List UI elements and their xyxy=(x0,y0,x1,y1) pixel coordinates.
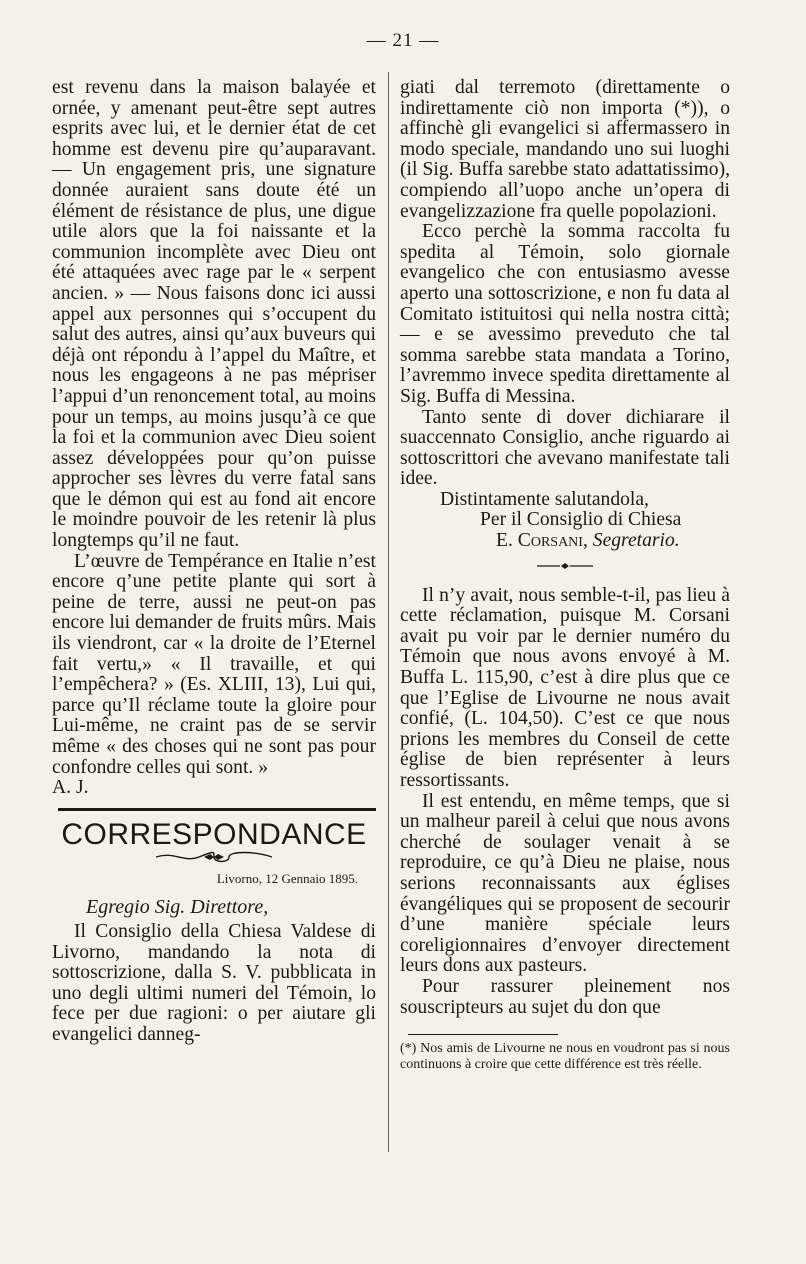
left-column xyxy=(52,78,376,1046)
column-divider xyxy=(388,72,389,1152)
author-initials: A. J. xyxy=(52,777,89,799)
body-paragraph: est revenu dans la maison balayée et ornée, y amenant peut-être sept autres esprits avec lui, et le dernier état de cet homme est devenu pire qu’auparavant. — Un engagement pris, une signature donnée auraient sans doute été un élément de résistance de plus, une digue utile alors que la foi naissante et la communion incomplète avec Dieu ont été attaquées avec rage par le « serpent ancien. » — Nous faisons donc ici aussi appel aux personnes qui s’occupent du salut des autres, ainsi qu’aux buveurs qui déjà ont répondu à l’appel du Maître, et nous les engageons à ne pas mépriser l’appui d’un renoncement total, au moins pour un temps, au moins jusqu’à ce que la foi et la communion avec Dieu soient assez développées pour qu’on puisse approcher ses lèvres du verre fatal sans que le démon qui est au fond ait encore le moindre pouvoir de les retenir là plus longtemps qu’il ne faut. xyxy=(52,77,376,552)
letter-signatory-body: Per il Consiglio di Chiesa xyxy=(480,509,682,531)
letter-signatory xyxy=(400,531,730,552)
letter-paragraph: Ecco perchè la somma raccolta fu spedita al Témoin, solo giornale evangelico che con entusiasmo avesse aperto una sottoscrizione, e non fu data al Comitato istituitosi qui nella nostra città; — e se avessimo preveduto che tal somma sarebbe stata mandata a Torino, l’avremmo invece spedita direttamente al Sig. Buffa di Messina. xyxy=(400,221,730,407)
footnote-rule xyxy=(408,1034,558,1035)
separator-mark xyxy=(535,562,595,570)
section-rule xyxy=(58,808,376,811)
signatory-role: Segretario. xyxy=(592,530,680,552)
reply-paragraph: Il est entendu, en même temps, que si un malheur pareil à celui que nous avons cherché de soulager venait à se reproduire, ce qu’à Dieu ne plaise, nous serions reconnaissants aux églises évangéliques qui se proposent de secourir d’une manière spéciale leurs coreligionnaires d’envoyer directement leurs dons aux pasteurs. xyxy=(400,790,730,977)
letter-dateline: Livorno, 12 Gennaio 1895. xyxy=(216,871,358,887)
right-column xyxy=(400,78,730,1073)
body-paragraph: L’œuvre de Tempérance en Italie n’est encore q’une petite plante qui sort à peine de terre, aussi ne peut-on pas encore lui demander de fruits mûrs. Mais ils viendront, car « la droite de l’Eternel fait vertu,» « Il travaille, et qui l’empêchera? » (Es. XLIII, 13), Lui qui, parce qu’Il réclame toute la gloire pour Lui-même, ne craint pas de se servir même « des choses qui ne sont pas pour confondre celles qui sont. » xyxy=(52,550,376,778)
section-title: CORRESPONDANCE xyxy=(61,817,367,851)
letter-paragraph: Il Consiglio della Chiesa Valdese di Livorno, mandando la nota di sottoscrizione, dalla S. V. pubblicata in uno degli ultimi numeri del Témoin, lo fece per due ragioni: o per aiutare gli evangelici danneg- xyxy=(52,920,376,1045)
signatory-name: E. Corsani, xyxy=(496,530,588,552)
reply-paragraph: Il n’y avait, nous semble-t-il, pas lieu à cette réclamation, puisque M. Corsani avait pu voir par le dernier numéro du Témoin que nous avons envoyé à M. Buffa L. 115,90, c’est à dire plus que ce que l’Eglise de Livourne ne nous avait confié, (L. 104,50). C’est ce que nous prions les membres du Conseil de cette église de bien représenter à leurs ressortissants. xyxy=(400,584,730,791)
letter-salutation: Egregio Sig. Direttore, xyxy=(86,896,269,919)
letter-paragraph: Tanto sente di dover dichiarare il suaccennato Consiglio, anche riguardo ai sottoscrittori che avevano manifestate tali idee. xyxy=(400,406,730,490)
footnote: (*) Nos amis de Livourne ne nous en voudront pas si nous continuons à croire que cette différence est très réelle. xyxy=(400,1041,730,1073)
letter-paragraph: giati dal terremoto (direttamente o indirettamente ciò non importa (*)), o affinchè gli evangelici si affermassero in modo speciale, mandando uno sui luoghi (il Sig. Buffa sarebbe stato adattatissimo), compiendo all’uopo anche un’opera di evangelizzazione fra quelle popolazioni. xyxy=(400,77,730,222)
page-number: — 21 — xyxy=(366,30,440,51)
reply-paragraph: Pour rassurer pleinement nos souscripteurs au sujet du don que xyxy=(400,975,730,1018)
letter-closing: Distintamente salutandola, xyxy=(440,488,649,510)
ornament-flourish xyxy=(154,851,274,863)
